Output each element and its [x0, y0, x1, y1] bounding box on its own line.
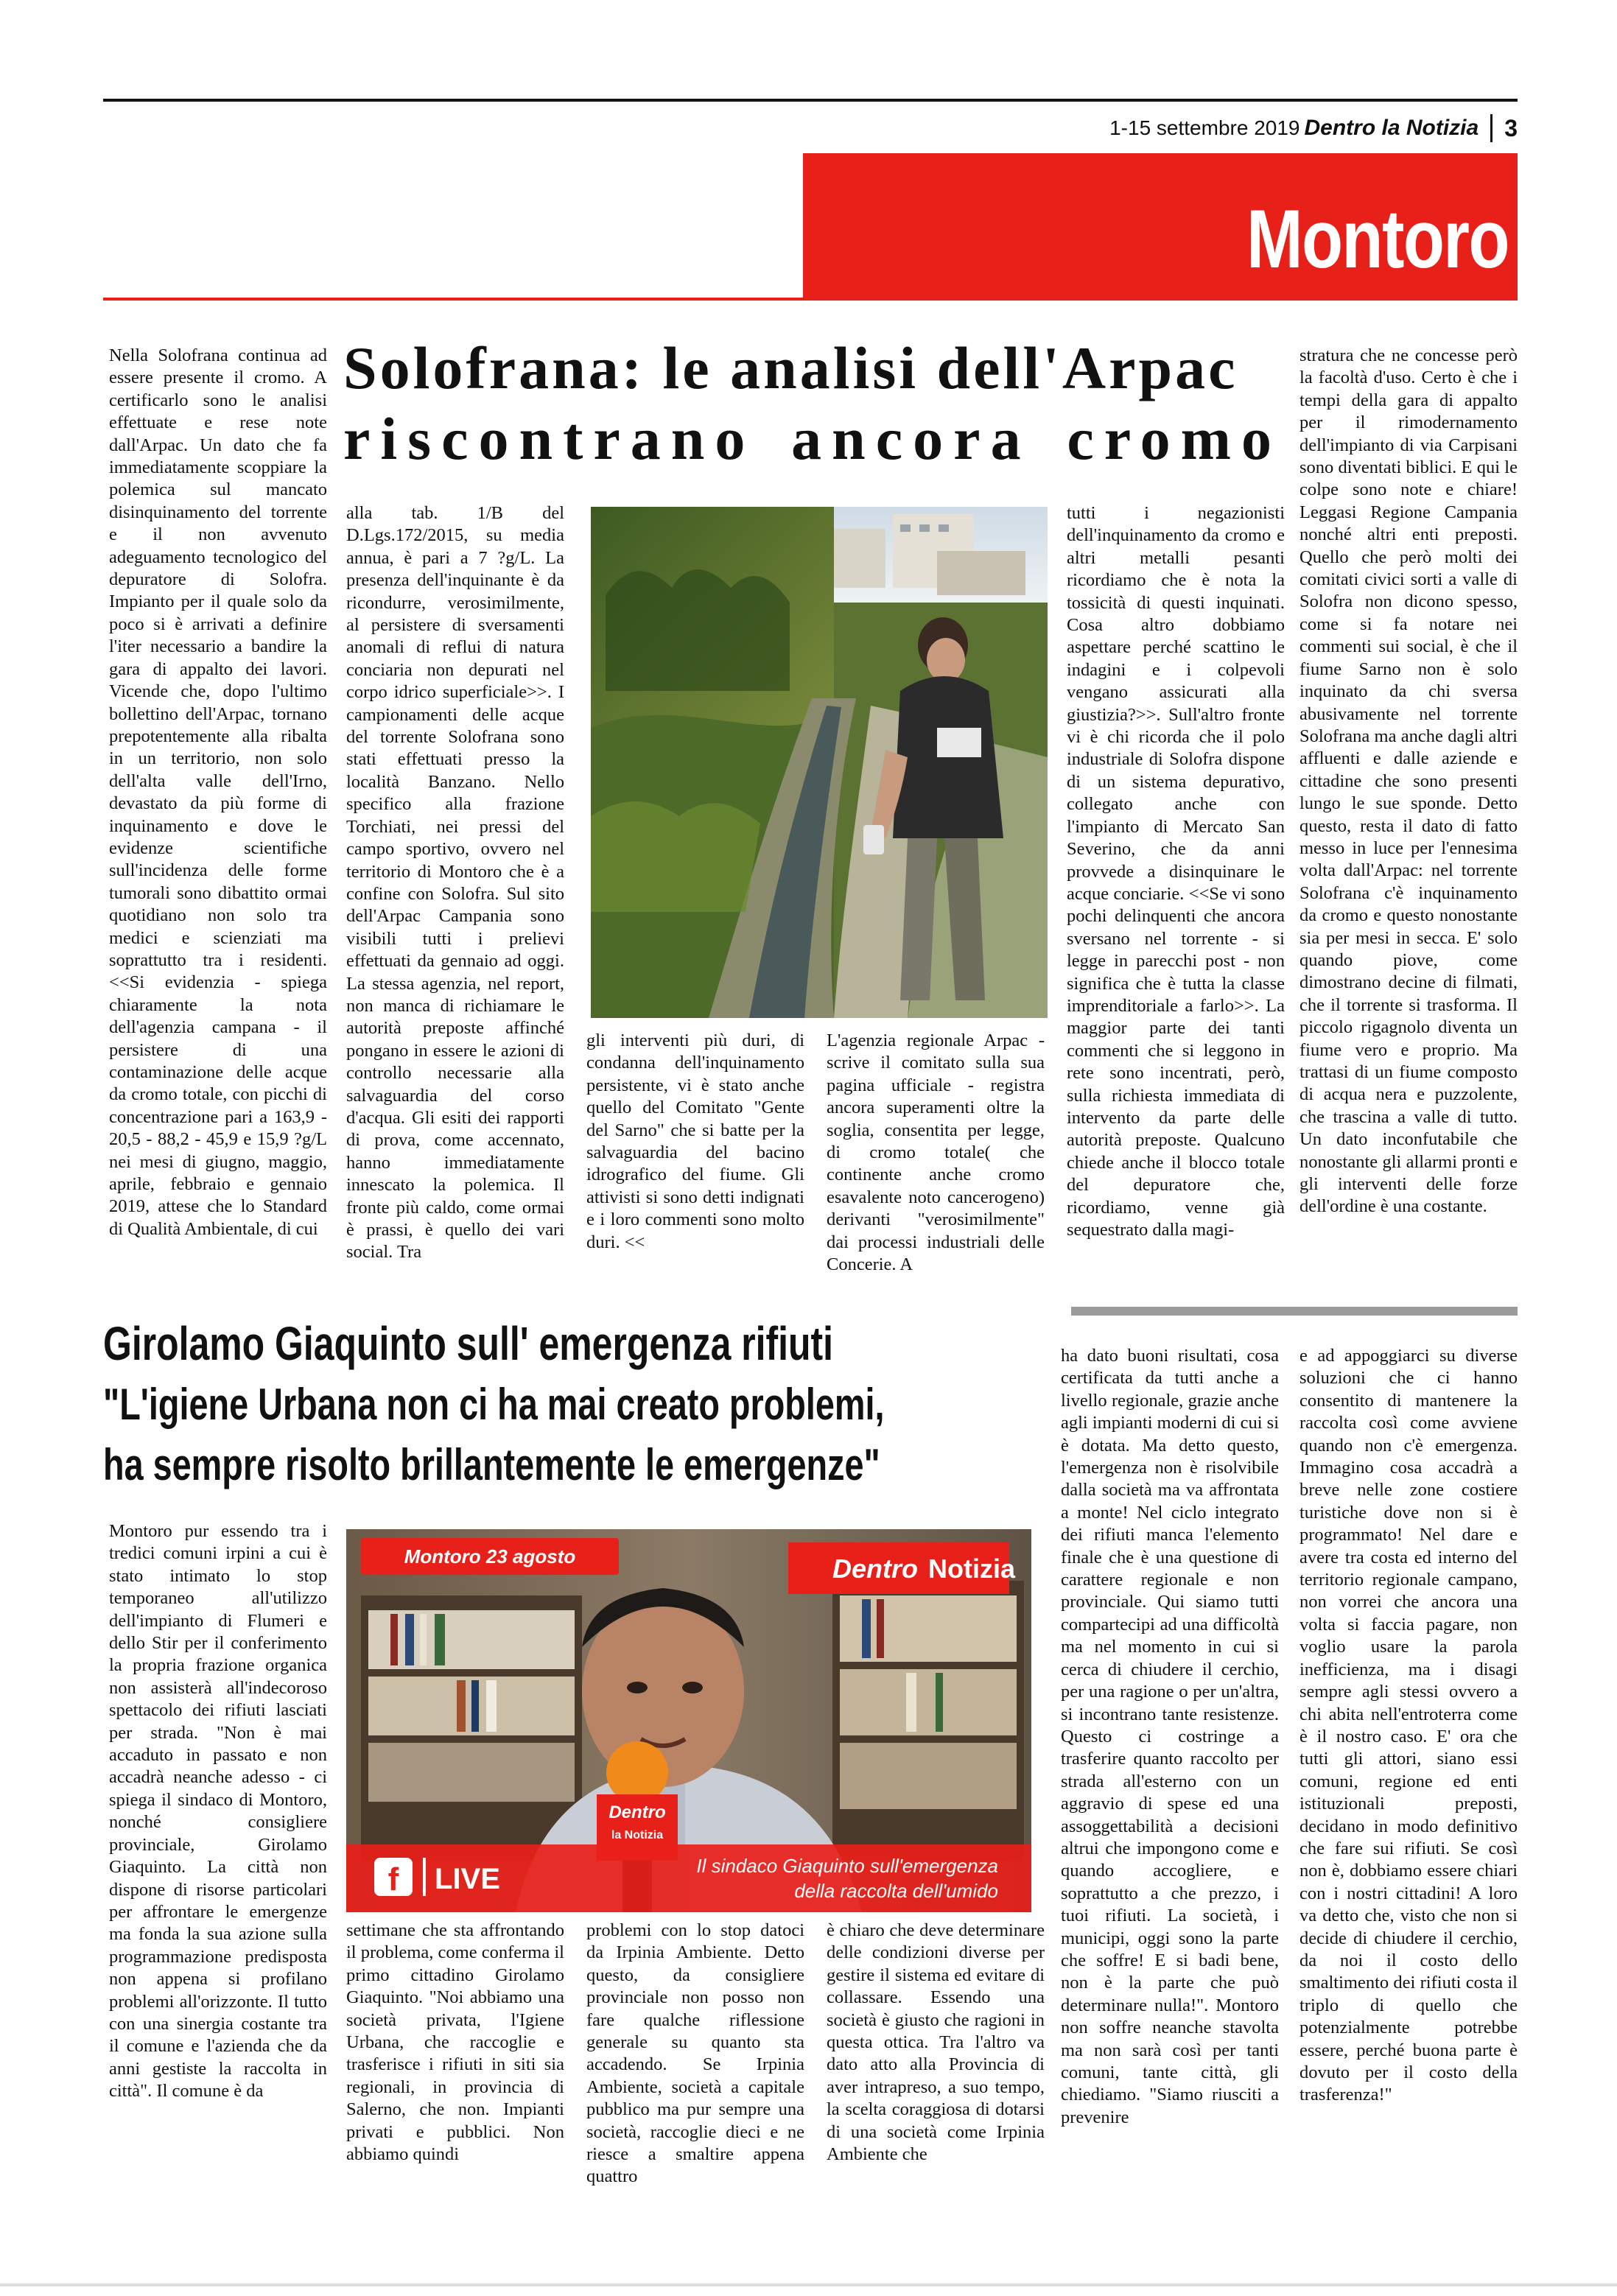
- section-name: Montoro: [1246, 193, 1509, 285]
- divider-rule: [1071, 1307, 1518, 1316]
- video-brand-b: Notizia: [928, 1554, 1016, 1584]
- article1-column-5: tutti i negazionisti dell'inquinamento da cromo e altri metalli pesanti ricordiamo che è nota la tossicità di questi inquinati. Cosa altro dobbiamo aspettare perché scattino le indagini e i colpevoli vengano assicurati alla giustizia?>>. Sull'altro fronte vi è chi ricorda che il polo industriale di Solofra dispone di un sistema depurativo, collegato anche con l'impianto di Mercato San Severino, che da anni provvede a disinquinare le acque conciarie. <<Se vi sono pochi delinquenti che ancora sversano nel torrente - si legge in parecchi post - non significa che è tutta la classe imprenditoriale a farlo>>. La maggior parte dei tanti commenti che si leggono in rete sono incentrati, però, sulla richiesta immediata di intervento da parte delle autorità preposte. Qualcuno chiede anche il blocco totale del depuratore che, ricordiamo, venne già sequestrato dalla magi-: [1067, 503, 1285, 1240]
- svg-text:f: f: [387, 1861, 399, 1897]
- article2-headline: [103, 1313, 1053, 1495]
- video-caption-line1: Il sindaco Giaquinto sull'emergenza: [696, 1855, 998, 1877]
- article2-column-2: settimane che sta affrontando il problema, come conferma il primo cittadino Girolamo Giaquinto. "Noi abbiamo una società privata, l'Igiene Urbana, che raccoglie e trasferisce i rifiuti in siti sia regionali, in provincia di Salerno, che non. Impianti privati e pubblici. Non abbiamo quindi: [346, 1920, 564, 2165]
- bookshelf-left: [361, 1595, 582, 1861]
- article2-column-6: e ad appoggiarci su diverse soluzioni che ci hanno consentito di mantenere la raccolta così come avviene quando non c'è emergenza. Immagino cosa accadrà a breve nelle zone costiere turistiche dove non si è programmato! Nel dare e avere tra costa ed interno del territorio regionale campano, non vorrei che ancora una volta si faccia pagare, non voglio usare la parola inefficienza, ma i disagi sempre agli stessi ovvero a chi abita nell'entroterra come è il nostro caso. E' ora che tutti gli attori, siano essi comuni, regione ed enti istituzionali preposti, decidano in modo definitivo che fare sui rifiuti. Se così non è, dobbiamo essere chiari con i nostri cittadini! A loro va detto che, visto che non si decide di chiudere il cerchio, da noi il costo dello smaltimento dei rifiuti costa il triplo di quello che potenzialmente potrebbe essere, perché buona parte è dovuto per il costo della trasferenza!": [1299, 1346, 1518, 2105]
- article1-column-6: stratura che ne concesse però la facoltà d'uso. Certo è che i tempi della gara di appalto per il rimodernamento dell'impianto di via Carpisani sono diventati biblici. E qui le colpe sono note e chiare! Leggasi Regione Campania nonché altri enti preposti. Quello che però molti dei comitati civici sorti a valle di Solofra non dicono spesso, come si fa notare nei commenti sui social, è che il fiume Sarno non è solo inquinato da chi sversa abusivamente nel torrente Solofrana ma anche dagli altri affluenti e dalle aziende e cittadine che sono presenti lungo le sue sponde. Detto questo, resta il dato di fatto messo in luce per l'ennesima volta dall'Arpac: nel torrente Solofrana c'è inquinamento da cromo e questo nonostante sia per mesi in secca. E' solo quando piove, come dimostrano decine di filmati, che il torrente si trasforma. Il piccolo rigagnolo diventa un fiume vero e proprio. Ma trattasi di un fiume composto di acqua nera e puzzolente, che trascina a valle di tutto. Un dato inconfutabile che nonostante gli allarmi pronti e gli interventi delle forze dell'ordine è una costante.: [1299, 345, 1518, 1217]
- article2-title: Girolamo Giaquinto sull' emergenza rifiuti: [103, 1317, 833, 1370]
- page-number: 3: [1504, 114, 1518, 141]
- mic-brand-bottom: la Notizia: [611, 1829, 664, 1842]
- issue-date: 1-15 settembre 2019: [1109, 116, 1300, 139]
- article2-column-4: è chiaro che deve determinare delle condizioni diverse per gestire il sistema ed evitare di collassare. Essendo una società è giusto che ragioni in questa ottica. Tra l'altro va dato atto alla Provincia di aver intrapreso, a suo tempo, la scelta coraggiosa di dotarsi di una società come Irpinia Ambiente che: [827, 1920, 1045, 2165]
- article1-headline-line2: riscontrano ancora cromo: [343, 405, 1282, 472]
- footer-rule: [0, 2283, 1617, 2286]
- article2-quote-line1: "L'igiene Urbana non ci ha mai creato problemi,: [103, 1380, 885, 1429]
- header-separator: [1490, 114, 1493, 142]
- article1-column-3: gli interventi più duri, di condanna dell'inquinamento persistente, vi è stato anche quello del Comitato "Gente del Sarno" che si batte per la salvaguardia del bacino idrografico del fiume. Gli attivisti si sono detti indignati e i loro commenti sono molto duri. <<: [586, 1031, 804, 1252]
- video-thumbnail: [346, 1529, 1031, 1912]
- article1-headline: [343, 333, 1282, 474]
- top-rule: [103, 99, 1518, 102]
- page-header: [1031, 112, 1518, 144]
- article1-headline-line1: Solofrana: le analisi dell'Arpac: [343, 334, 1238, 401]
- bookshelf-right: [832, 1581, 1024, 1861]
- live-label: LIVE: [435, 1863, 500, 1895]
- article1-column-2: alla tab. 1/B del D.Lgs.172/2015, su media annua, è pari a 7 ?g/L. La presenza dell'inquinante è da ricondurre, verosimilmente, al persistere di sversamenti anomali di reflui di natura conciaria non depurati nel corpo idrico superficiale>>. I campionamenti delle acque del torrente Solofrana sono stati effettuati presso la località Banzano. Nello specifico alla frazione Torchiati, nei pressi del campo sportivo, ovvero nel territorio di Montoro che è a confine con Solofra. Sul sito dell'Arpac Campania sono visibili tutti i prelievi effettuati da gennaio ad oggi. La stessa agenzia, nel report, non manca di richiamare le autorità preposte affinché pongano in essere le azioni di controllo necessarie alla salvaguardia del corso d'acqua. Gli esiti dei rapporti di prova, come accennato, hanno immediatamente innescato la polemica. Il fronte più caldo, come ormai è prassi, è quello dei vari social. Tra: [346, 503, 564, 1263]
- mic-brand-top: Dentro: [608, 1802, 666, 1822]
- article1-column-4: L'agenzia regionale Arpac - scrive il comitato sulla sua pagina ufficiale - registra ancora superamenti oltre la soglia, consentita per legge, di cromo totale( che continente anche cromo esavalente noto cancerogeno) derivanti "verosimilmente" dai processi industriali delle Concerie. A: [827, 1031, 1045, 1274]
- newspaper-brand: Dentro la Notizia: [1304, 116, 1479, 140]
- video-caption-line2: della raccolta dell'umido: [794, 1880, 998, 1902]
- article2-video-still: [346, 1529, 1031, 1912]
- article2-column-3: problemi con lo stop datoci da Irpinia Ambiente. Detto questo, da consigliere provinciale non posso non fare qualche riflessione generale su quanto sta accadendo. Se Irpinia Ambiente, società a capitale pubblico ma pur sempre una società, raccoglie dieci e ne riesce a smaltire appena quattro: [586, 1920, 804, 2187]
- video-brand-a: Dentro: [832, 1554, 918, 1584]
- article2-column-5: ha dato buoni risultati, cosa certificata da tutti anche a livello regionale, grazie anche agli impianti moderni di cui si è dotata. Ma detto questo, l'emergenza non è risolvibile dalla società ma va affrontata a monte! Nel ciclo integrato dei rifiuti manca l'elemento finale che è una questione di carattere regionale e non provinciale. Qui siamo tutti compartecipi ad una difficoltà ma nel momento in cui si cerca di chiudere il cerchio, per una ragione o per un'altra, si incontrano tante resistenze. Questo ci costringe a trasferire quanto raccolto per strada all'esterno con un aggravio di spese ed una assoggettabilità a decisioni altrui che impongono come e quando accogliere, e soprattutto a che prezzo, i tuoi rifiuti. La società, i municipi, oggi sono la parte che soffre! E si badi bene, non è la parte che può determinare nulla!". Montoro non soffre neanche stavolta ma non sarà così per tanti comuni, tante città, gli chiediamo. "Siamo riusciti a prevenire: [1061, 1346, 1279, 2127]
- article2-column-1: Montoro pur essendo tra i tredici comuni irpini a cui è stato intimato lo stop temporaneo all'utilizzo dell'impianto di Flumeri e dello Stir per il conferimento la propria frazione organica non assisterà all'indecoroso spettacolo dei rifiuti lasciati per strada. "Non è mai accaduto in passato e non accadrà neanche adesso - ci spiega il sindaco di Montoro, nonché consigliere provinciale, Girolamo Giaquinto. La città non dispone di risorse particolari per affrontare le emergenze ma fonda la sua azione sulla programmazione predisposta non appena si profilano problemi all'orizzonte. Il tutto con una sinergia costante tra il comune e l'azienda che da anni gestiste la raccolta in città". Il comune è da: [109, 1521, 327, 2102]
- article1-column-1: Nella Solofrana continua ad essere presente il cromo. A certificarlo sono le analisi effettuate e rese note dall'Arpac. Un dato che fa immediatamente scoppiare la polemica sul mancato disinquinamento del torrente e il non avvenuto adeguamento tecnologico del depuratore di Solofra. Impianto per il quale solo da poco si è arrivati a definire l'iter necessario a bandire la gara di appalto dei lavori. Vicende che, dopo l'ultimo bollettino dell'Arpac, tornano prepotentemente alla ribalta in un territorio, non solo dell'alta valle dell'Irno, devastato da più forme di inquinamento e dove le evidenze scientifiche sull'incidenza delle forme tumorali sono dibattito ormai quotidiano non solo tra medici e scienziati ma soprattutto tra i residenti. <<Si evidenzia - spiega chiaramente la nota dell'agenzia campana - il persistere di una contaminazione delle acque da cromo totale, con picchi di concentrazione pari a 163,9 - 20,5 - 88,2 - 45,9 e 15,9 ?g/L nei mesi di giugno, maggio, aprile, febbraio e gennaio 2019, attese che lo Standard di Qualità Ambientale, di cui: [109, 345, 327, 1239]
- section-banner: [803, 153, 1518, 301]
- section-red-line: [103, 298, 804, 301]
- article1-photo: [591, 507, 1048, 1018]
- creek-photo-illustration: [591, 507, 1048, 1018]
- video-location-date: Montoro 23 agosto: [404, 1545, 576, 1567]
- article2-quote-line2: ha sempre risolto brillantemente le emergenze": [103, 1440, 880, 1489]
